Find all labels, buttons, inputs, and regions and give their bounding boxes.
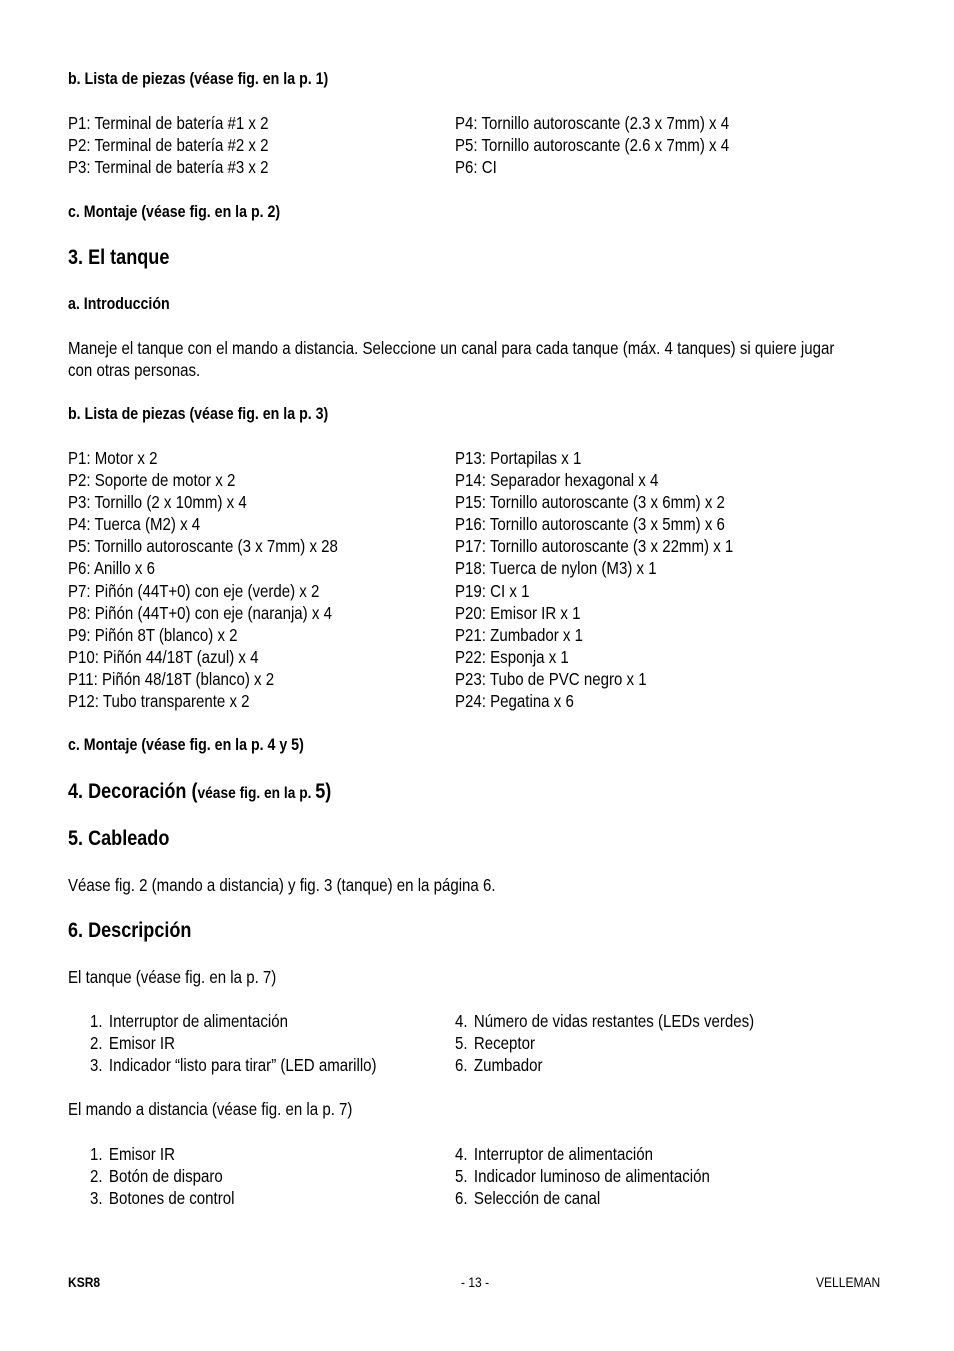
list-item: P24: Pegatina x 6 [455,691,574,712]
list-item: P20: Emisor IR x 1 [455,602,581,623]
item-text: Emisor IR [108,1033,175,1054]
footer-brand: VELLEMAN [816,1274,881,1290]
list-item: P6: Anillo x 6 [68,558,156,579]
list-item [455,1010,754,1032]
list-item: P21: Zumbador x 1 [455,624,583,645]
list-item: P19: CI x 1 [455,580,530,601]
list-item [90,1165,234,1187]
item-number: 4. [455,1144,468,1164]
item-number: 1. [90,1011,103,1031]
section-heading-wiring: 5. Cableado [68,827,170,850]
list-item: P2: Terminal de batería #2 x 2 [68,135,269,156]
parts-column-left [68,112,269,178]
list-item: P2: Soporte de motor x 2 [68,470,236,491]
list-item: P4: Tornillo autoroscante (2.3 x 7mm) x 4 [455,113,730,133]
components-column-right [455,1010,754,1076]
list-item: P22: Esponja x 1 [455,646,569,667]
item-text: Zumbador [473,1055,543,1076]
footer-model: KSR8 [68,1274,101,1290]
list-item: P5: Tornillo autoroscante (2.6 x 7mm) x 4 [455,135,730,156]
section-heading-description: 6. Descripción [68,919,192,942]
list-item: P1: Terminal de batería #1 x 2 [68,113,269,133]
list-item: P4: Tuerca (M2) x 4 [68,514,201,535]
list-item [90,1032,377,1054]
parts-list-heading: b. Lista de piezas (véase fig. en la p. 3) [68,405,329,423]
list-item: P3: Terminal de batería #3 x 2 [68,157,269,178]
item-text: Botón de disparo [108,1166,223,1187]
footer-page-number: - 13 - [461,1274,490,1290]
item-number: 3. [90,1055,103,1076]
item-number: 3. [90,1188,103,1209]
parts-list-heading: b. Lista de piezas (véase fig. en la p. 1) [68,70,329,88]
heading-text: 4. Decoración ( [68,780,198,803]
list-item [90,1187,234,1209]
parts-column-left [68,447,338,712]
list-item: P1: Motor x 2 [68,448,158,468]
list-item [455,1054,754,1076]
section-heading-tank: 3. El tanque [68,246,170,269]
list-item: P3: Tornillo (2 x 10mm) x 4 [68,492,247,513]
list-item: P7: Piñón (44T+0) con eje (verde) x 2 [68,580,320,601]
item-number: 6. [455,1188,468,1209]
assembly-heading: c. Montaje (véase fig. en la p. 4 y 5) [68,736,304,754]
list-item: P12: Tubo transparente x 2 [68,691,250,712]
list-item [90,1010,377,1032]
parts-column-right [455,112,729,178]
item-text: Número de vidas restantes (LEDs verdes) [473,1011,755,1031]
heading-end: 5) [315,780,332,803]
item-number: 6. [455,1055,468,1076]
item-text: Interruptor de alimentación [473,1144,653,1164]
item-text: Selección de canal [473,1188,601,1209]
list-item: P14: Separador hexagonal x 4 [455,470,659,491]
components-column-left [90,1010,377,1076]
components-column-left [90,1143,234,1209]
item-number: 5. [455,1033,468,1054]
list-item: P13: Portapilas x 1 [455,448,582,468]
list-item: P15: Tornillo autoroscante (3 x 6mm) x 2 [455,492,725,513]
heading-reference: véase fig. en la p. [197,785,316,802]
tank-intro: El tanque (véase fig. en la p. 7) [68,967,277,987]
list-item: P11: Piñón 48/18T (blanco) x 2 [68,668,275,689]
item-text: Indicador “listo para tirar” (LED amarillo) [108,1055,377,1076]
item-number: 4. [455,1011,468,1031]
item-number: 1. [90,1144,103,1164]
manual-page [68,0,888,1351]
assembly-heading: c. Montaje (véase fig. en la p. 2) [68,203,281,221]
components-column-right [455,1143,710,1209]
section-heading-decoration [68,779,331,807]
list-item: P9: Piñón 8T (blanco) x 2 [68,624,238,645]
parts-column-right [455,447,733,712]
list-item [90,1143,234,1165]
list-item: P10: Piñón 44/18T (azul) x 4 [68,646,259,667]
item-text: Receptor [473,1033,535,1054]
list-item: P8: Piñón (44T+0) con eje (naranja) x 4 [68,602,332,623]
item-text: Interruptor de alimentación [108,1011,288,1031]
list-item: P17: Tornillo autoroscante (3 x 22mm) x 1 [455,536,734,557]
item-text: Indicador luminoso de alimentación [473,1166,710,1187]
list-item: P6: CI [455,157,497,178]
intro-paragraph-line1: Maneje el tanque con el mando a distancia. Seleccione un canal para cada tanque (máx. 4 tanques) si quiere jugar [68,338,835,358]
list-item [455,1032,754,1054]
item-number: 2. [90,1033,103,1054]
list-item: P16: Tornillo autoroscante (3 x 5mm) x 6 [455,514,725,535]
item-text: Emisor IR [108,1144,175,1164]
list-item: P5: Tornillo autoroscante (3 x 7mm) x 28 [68,536,338,557]
intro-paragraph-line2: con otras personas. [68,360,201,380]
intro-heading: a. Introducción [68,295,170,313]
list-item [455,1165,710,1187]
list-item [455,1143,710,1165]
item-text: Botones de control [108,1188,235,1209]
item-number: 5. [455,1166,468,1187]
list-item: P23: Tubo de PVC negro x 1 [455,668,647,689]
item-number: 2. [90,1166,103,1187]
list-item: P18: Tuerca de nylon (M3) x 1 [455,558,657,579]
list-item [90,1054,377,1076]
list-item [455,1187,710,1209]
wiring-text: Véase fig. 2 (mando a distancia) y fig. 3 (tanque) en la página 6. [68,875,496,895]
remote-intro: El mando a distancia (véase fig. en la p. 7) [68,1099,353,1119]
